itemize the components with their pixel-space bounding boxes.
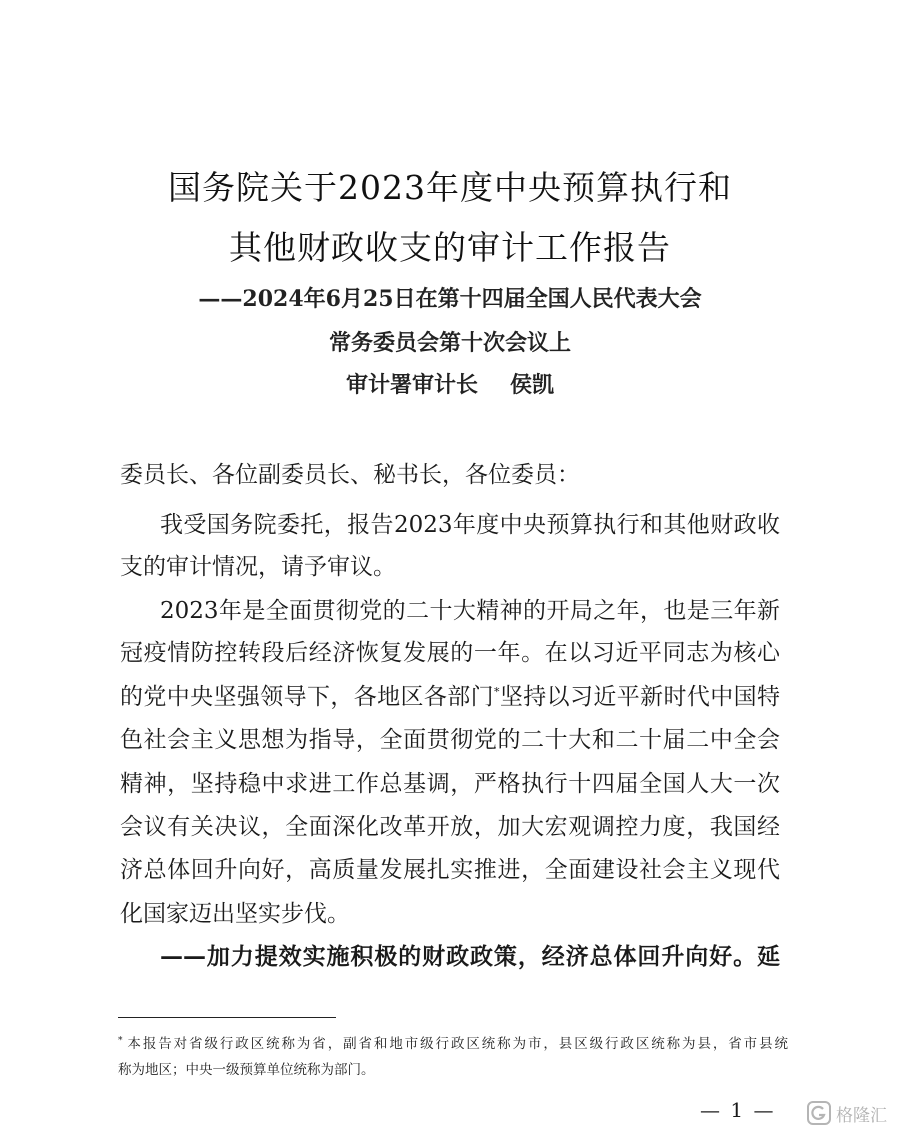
page-number: — 1 —	[700, 1098, 776, 1122]
subtitle-meeting-line: 常务委员会第十次会议上	[328, 330, 571, 356]
paragraph-2-line-6: 会议有关决议，全面深化改革开放，加大宏观调控力度，我国经	[120, 814, 780, 840]
paragraph-1-line-2: 支的审计情况，请予审议。	[120, 554, 396, 580]
speaker-role: 审计署审计长	[345, 372, 478, 398]
subtitle-date-line: ——2024年6月25日在第十四届全国人民代表大会	[198, 286, 702, 312]
footnote-line-2: 称为地区；中央一级预算单位统称为部门。	[118, 1062, 375, 1078]
footnote-mark: *	[118, 1035, 123, 1046]
footnote-text-1: 本报告对省级行政区统称为省，副省和地市级行政区统称为市，县区级行政区统称为县，省市县统	[125, 1036, 788, 1052]
paragraph-1-line-1: 我受国务院委托，报告2023年度中央预算执行和其他财政收	[160, 512, 780, 538]
paragraph-2-line-2: 冠疫情防控转段后经济恢复发展的一年。在以习近平同志为核心	[120, 640, 780, 666]
speaker-name: 侯凯	[510, 372, 555, 398]
report-title-line-2: 其他财政收支的审计工作报告	[229, 228, 671, 267]
speaker-line	[0, 368, 900, 399]
paragraph-2-line-3-part-b: 坚持以习近平新时代中国特	[499, 684, 780, 710]
paragraph-2-line-4: 色社会主义思想为指导，全面贯彻党的二十大和二十届二中全会	[120, 727, 780, 753]
watermark-text: 格隆汇	[836, 1105, 887, 1126]
paragraph-3-line-1: ——加力提效实施积极的财政政策，经济总体回升向好。延	[160, 943, 780, 970]
watermark	[806, 1100, 887, 1126]
report-title-line-1: 国务院关于2023年度中央预算执行和	[168, 168, 732, 207]
salutation: 委员长、各位副委员长、秘书长，各位委员：	[120, 462, 580, 488]
footnote-divider	[118, 1017, 336, 1018]
paragraph-2-line-3	[120, 678, 780, 711]
paragraph-2-line-1: 2023年是全面贯彻党的二十大精神的开局之年，也是三年新	[160, 598, 780, 624]
paragraph-2-line-3-part-a: 的党中央坚强领导下，各地区各部门	[120, 684, 494, 710]
gelonghui-logo-icon	[806, 1100, 832, 1126]
footnote-marker: *	[494, 685, 500, 699]
paragraph-2-line-7: 济总体回升向好，高质量发展扎实推进，全面建设社会主义现代	[120, 857, 780, 883]
paragraph-2-line-5: 精神，坚持稳中求进工作总基调，严格执行十四届全国人大一次	[120, 771, 780, 797]
paragraph-2-line-8: 化国家迈出坚实步伐。	[120, 901, 350, 927]
footnote-line-1	[118, 1032, 788, 1052]
